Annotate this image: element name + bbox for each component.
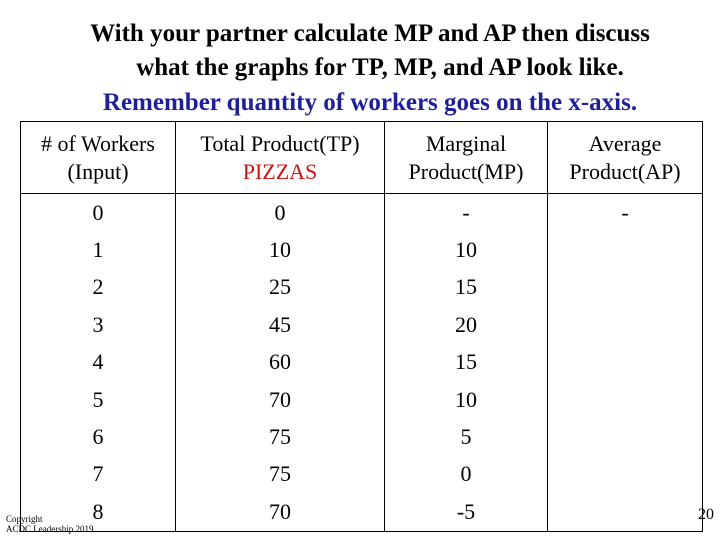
- cell-mp: -5: [385, 493, 548, 531]
- header-ap-line2: Product(AP): [569, 158, 681, 184]
- heading-line-3: Remember quantity of workers goes on the x-axis.: [102, 89, 638, 116]
- cell-workers: 8: [21, 493, 176, 531]
- cell-mp: 15: [385, 344, 548, 381]
- cell-tp: 75: [176, 456, 385, 493]
- table-row: [21, 269, 703, 306]
- cell-ap: [548, 269, 703, 306]
- table-header-row: [21, 122, 703, 194]
- table-row: [21, 344, 703, 381]
- copyright-line1: Copyright: [6, 514, 43, 524]
- cell-ap: [548, 344, 703, 381]
- header-mp-line2: Product(MP): [408, 158, 524, 184]
- header-marginal-product: [385, 122, 548, 194]
- header-average-product: [548, 122, 703, 194]
- page-number: 20: [698, 506, 714, 523]
- cell-ap: [548, 418, 703, 455]
- heading-line-1: With your partner calculate MP and AP then discuss: [90, 20, 650, 47]
- table-row: [21, 456, 703, 493]
- cell-ap: -: [548, 194, 703, 232]
- cell-workers: 0: [21, 194, 176, 232]
- cell-workers: 4: [21, 344, 176, 381]
- cell-ap: [548, 456, 703, 493]
- header-total-product: [176, 122, 385, 194]
- table-row: [21, 231, 703, 268]
- cell-ap: [548, 493, 703, 531]
- cell-mp: 10: [385, 381, 548, 418]
- cell-ap: [548, 381, 703, 418]
- header-workers-line1: # of Workers: [41, 130, 155, 156]
- cell-mp: 0: [385, 456, 548, 493]
- header-mp-line1: Marginal: [425, 130, 507, 156]
- cell-mp: 20: [385, 306, 548, 343]
- cell-workers: 7: [21, 456, 176, 493]
- table-row: [21, 306, 703, 343]
- cell-workers: 2: [21, 269, 176, 306]
- cell-mp: 5: [385, 418, 548, 455]
- cell-ap: [548, 306, 703, 343]
- production-table: [20, 121, 703, 532]
- table-row: [21, 381, 703, 418]
- header-tp-line1: Total Product(TP): [200, 130, 360, 156]
- table-row: [21, 418, 703, 455]
- cell-mp: -: [385, 194, 548, 232]
- copyright-line2: ACDC Leadership 2019: [6, 524, 94, 534]
- copyright-notice: [6, 514, 94, 534]
- cell-mp: 10: [385, 231, 548, 268]
- cell-workers: 3: [21, 306, 176, 343]
- cell-mp: 15: [385, 269, 548, 306]
- cell-workers: 6: [21, 418, 176, 455]
- cell-tp: 70: [176, 493, 385, 531]
- cell-workers: 1: [21, 231, 176, 268]
- header-workers-line2: (Input): [67, 158, 129, 184]
- header-ap-line1: Average: [588, 130, 662, 156]
- cell-tp: 45: [176, 306, 385, 343]
- cell-tp: 75: [176, 418, 385, 455]
- cell-tp: 70: [176, 381, 385, 418]
- header-workers: [21, 122, 176, 194]
- table-row: [21, 493, 703, 531]
- header-tp-line2: PIZZAS: [242, 158, 318, 184]
- cell-tp: 10: [176, 231, 385, 268]
- cell-tp: 25: [176, 269, 385, 306]
- cell-tp: 0: [176, 194, 385, 232]
- cell-tp: 60: [176, 344, 385, 381]
- table-row: [21, 194, 703, 232]
- cell-workers: 5: [21, 381, 176, 418]
- cell-ap: [548, 231, 703, 268]
- heading-line-2: what the graphs for TP, MP, and AP look like.: [136, 54, 624, 81]
